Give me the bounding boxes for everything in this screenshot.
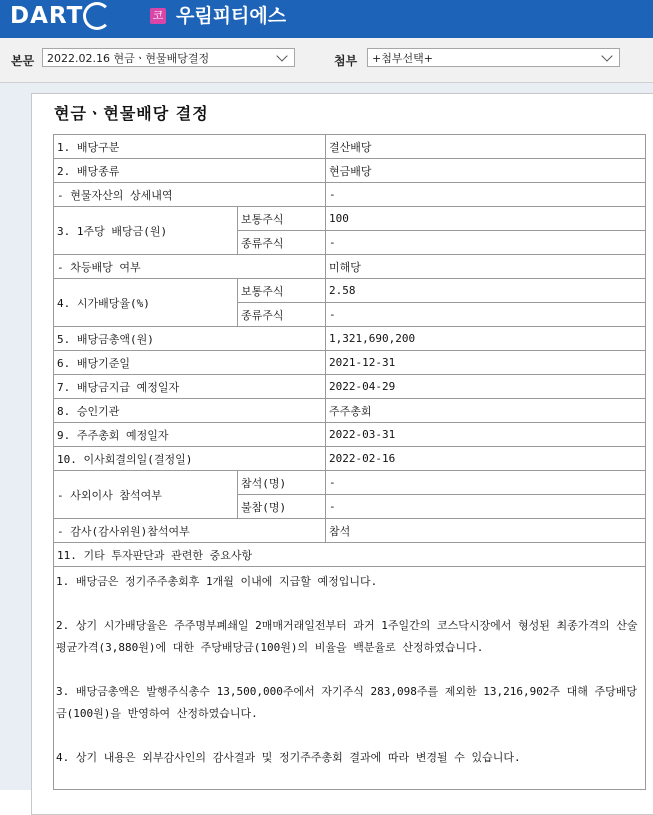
corp-type-badge: 코 [150, 8, 166, 24]
row-label: 9. 주주총회 예정일자 [54, 423, 326, 447]
table-row [54, 519, 646, 543]
row-value: 2022-04-29 [326, 375, 646, 399]
table-row [54, 135, 646, 159]
table-row [54, 447, 646, 471]
row-label: 1. 배당구분 [54, 135, 326, 159]
chevron-down-icon [276, 50, 287, 61]
notes-cell [54, 567, 646, 790]
row-value: - [326, 183, 646, 207]
row-label: 2. 배당종류 [54, 159, 326, 183]
app-header [0, 0, 653, 38]
doc-title: 현금ㆍ현물배당 결정 [54, 104, 209, 123]
row-label: 4. 시가배당율(%) [54, 279, 238, 327]
logo-ring-icon [83, 2, 111, 30]
row-value: 참석 [326, 519, 646, 543]
table-row [54, 159, 646, 183]
table-row [54, 567, 646, 790]
row-label: - 현물자산의 상세내역 [54, 183, 326, 207]
row-sublabel: 종류주식 [238, 303, 326, 327]
report-select[interactable] [42, 48, 295, 67]
table-row [54, 279, 646, 303]
table-row [54, 543, 646, 567]
row-label: - 사외이사 참석여부 [54, 471, 238, 519]
row-value: 2022-03-31 [326, 423, 646, 447]
report-select-value: 2022.02.16 현금ㆍ현물배당결정 [47, 52, 210, 65]
row-value: 결산배당 [326, 135, 646, 159]
dividend-table [53, 134, 646, 790]
report-toolbar [0, 38, 653, 83]
table-row [54, 183, 646, 207]
row-value: 2021-12-31 [326, 351, 646, 375]
row-sublabel: 종류주식 [238, 231, 326, 255]
note-paragraph: 2. 상기 시가배당율은 주주명부폐쇄일 2매매거래일전부터 과거 1주일간의 코스닥시장에서 형성된 최종가격의 산술평균가격(3,880원)에 대한 주당배당금(100원)의 비율을 백분율로 산정하였습니다. [56, 619, 638, 654]
table-row [54, 375, 646, 399]
company-name: 우림피티에스 [176, 5, 287, 27]
table-row [54, 255, 646, 279]
row-label: 8. 승인기관 [54, 399, 326, 423]
row-sublabel: 불참(명) [238, 495, 326, 519]
row-label: 7. 배당금지급 예정일자 [54, 375, 326, 399]
note-paragraph: 3. 배당금총액은 발행주식총수 13,500,000주에서 자기주식 283,098주를 제외한 13,216,902주 대해 주당배당금(100원)을 반영하여 산정하였습니다. [56, 685, 638, 720]
row-value: 미해당 [326, 255, 646, 279]
note-paragraph: 4. 상기 내용은 외부감사인의 감사결과 및 정기주주총회 결과에 따라 변경될 수 있습니다. [56, 751, 521, 764]
row-value: 주주총회 [326, 399, 646, 423]
row-value: 현금배당 [326, 159, 646, 183]
row-label: 3. 1주당 배당금(원) [54, 207, 238, 255]
document-panel [31, 93, 653, 815]
row-sublabel: 보통주식 [238, 207, 326, 231]
row-label: - 감사(감사위원)참석여부 [54, 519, 326, 543]
table-row [54, 399, 646, 423]
row-value: - [326, 231, 646, 255]
attach-select-value: +첨부선택+ [372, 52, 433, 65]
table-row [54, 423, 646, 447]
row-value: 100 [326, 207, 646, 231]
table-row [54, 207, 646, 231]
table-row [54, 327, 646, 351]
row-value: - [326, 303, 646, 327]
report-label: 본문 [11, 54, 35, 68]
row-value: 2022-02-16 [326, 447, 646, 471]
attach-select[interactable] [367, 48, 620, 67]
row-value: - [326, 471, 646, 495]
row-sublabel: 보통주식 [238, 279, 326, 303]
attach-label: 첨부 [334, 54, 358, 68]
row-value: 2.58 [326, 279, 646, 303]
table-row [54, 471, 646, 495]
row-label: 11. 기타 투자판단과 관련한 중요사항 [54, 543, 646, 567]
row-sublabel: 참석(명) [238, 471, 326, 495]
row-label: 6. 배당기준일 [54, 351, 326, 375]
table-row [54, 351, 646, 375]
note-paragraph: 1. 배당금은 정기주주총회후 1개월 이내에 지급할 예정입니다. [56, 575, 378, 588]
row-label: - 차등배당 여부 [54, 255, 326, 279]
row-label: 5. 배당금총액(원) [54, 327, 326, 351]
chevron-down-icon [601, 50, 612, 61]
dart-logo[interactable]: DART [10, 3, 84, 29]
row-value: 1,321,690,200 [326, 327, 646, 351]
row-label: 10. 이사회결의일(결정일) [54, 447, 326, 471]
row-value: - [326, 495, 646, 519]
